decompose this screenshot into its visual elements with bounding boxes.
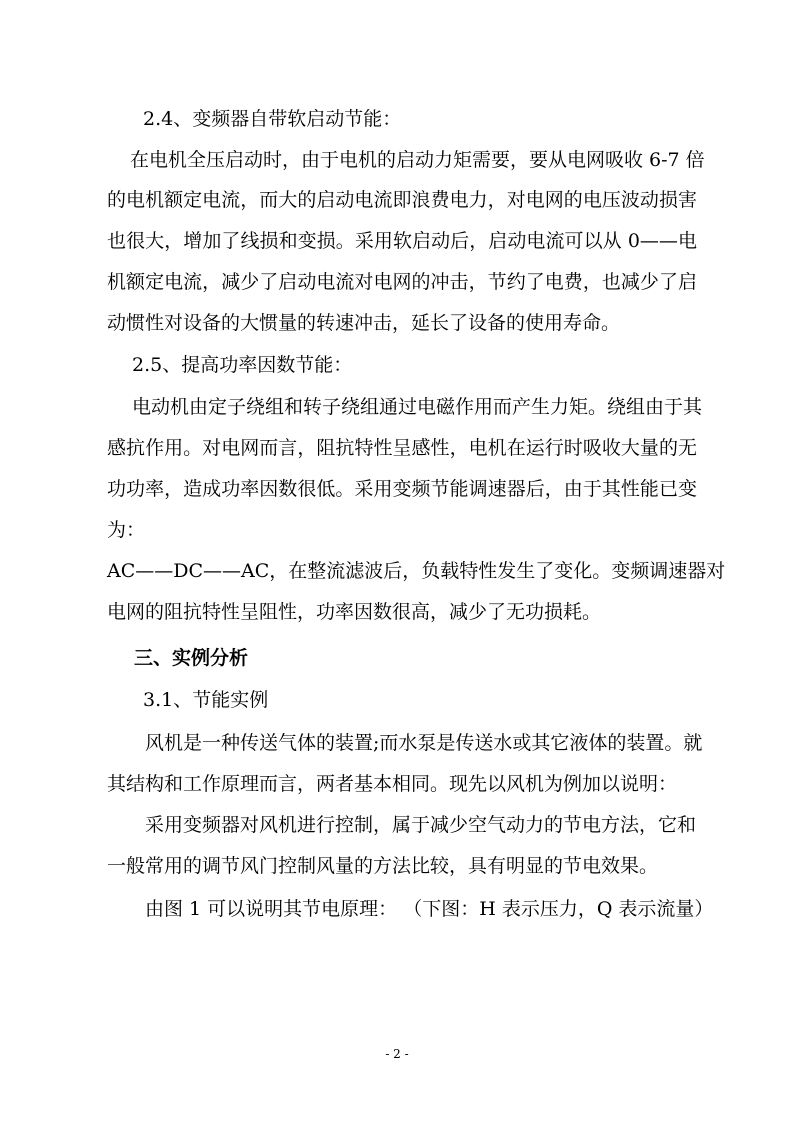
paragraph-line: 采用变频器对风机进行控制，属于减少空气动力的节电方法，它和 <box>145 814 697 836</box>
paragraph-line: 风机是一种传送气体的装置;而水泵是传送水或其它液体的装置。就 <box>145 732 703 754</box>
section-heading-3: 三、实例分析 <box>134 647 249 669</box>
paragraph-line: 其结构和工作原理而言，两者基本相同。现先以风机为例加以说明： <box>107 773 678 795</box>
paragraph-line: 在电机全压启动时，由于电机的启动力矩需要，要从电网吸收 6-7 倍 <box>130 149 705 171</box>
paragraph-line: 一般常用的调节风门控制风量的方法比较，具有明显的节电效果。 <box>107 855 659 877</box>
heading-2-4: 2.4、变频器自带软启动节能： <box>143 108 402 130</box>
paragraph-line: 也很大，增加了线损和变损。采用软启动后，启动电流可以从 0——电 <box>107 230 697 252</box>
paragraph-line: 由图 1 可以说明其节电原理： （下图：H 表示压力，Q 表示流量） <box>145 898 714 920</box>
heading-3-1: 3.1、节能实例 <box>143 689 269 711</box>
paragraph-line: 电动机由定子绕组和转子绕组通过电磁作用而产生力矩。绕组由于其 <box>132 396 703 418</box>
heading-2-5: 2.5、提高功率因数节能： <box>132 354 353 376</box>
paragraph-line: 功功率，造成功率因数很低。采用变频节能调速器后，由于其性能已变 <box>107 478 697 500</box>
paragraph-line: 电网的阻抗特性呈阻性，功率因数很高，减少了无功损耗。 <box>107 601 602 623</box>
paragraph-line: 为： <box>107 519 146 541</box>
paragraph-line: 感抗作用。对电网而言，阻抗特性呈感性，电机在运行时吸收大量的无 <box>107 437 697 459</box>
paragraph-line: 机额定电流，减少了启动电流对电网的冲击，节约了电费，也减少了启 <box>107 271 697 293</box>
page-number: - 2 - <box>385 1047 409 1061</box>
paragraph-line: 动惯性对设备的大惯量的转速冲击，延长了设备的使用寿命。 <box>107 312 621 334</box>
paragraph-line: AC——DC——AC，在整流滤波后，负载特性发生了变化。变频调速器对 <box>107 560 726 582</box>
paragraph-line: 的电机额定电流，而大的启动电流即浪费电力，对电网的电压波动损害 <box>107 189 697 211</box>
